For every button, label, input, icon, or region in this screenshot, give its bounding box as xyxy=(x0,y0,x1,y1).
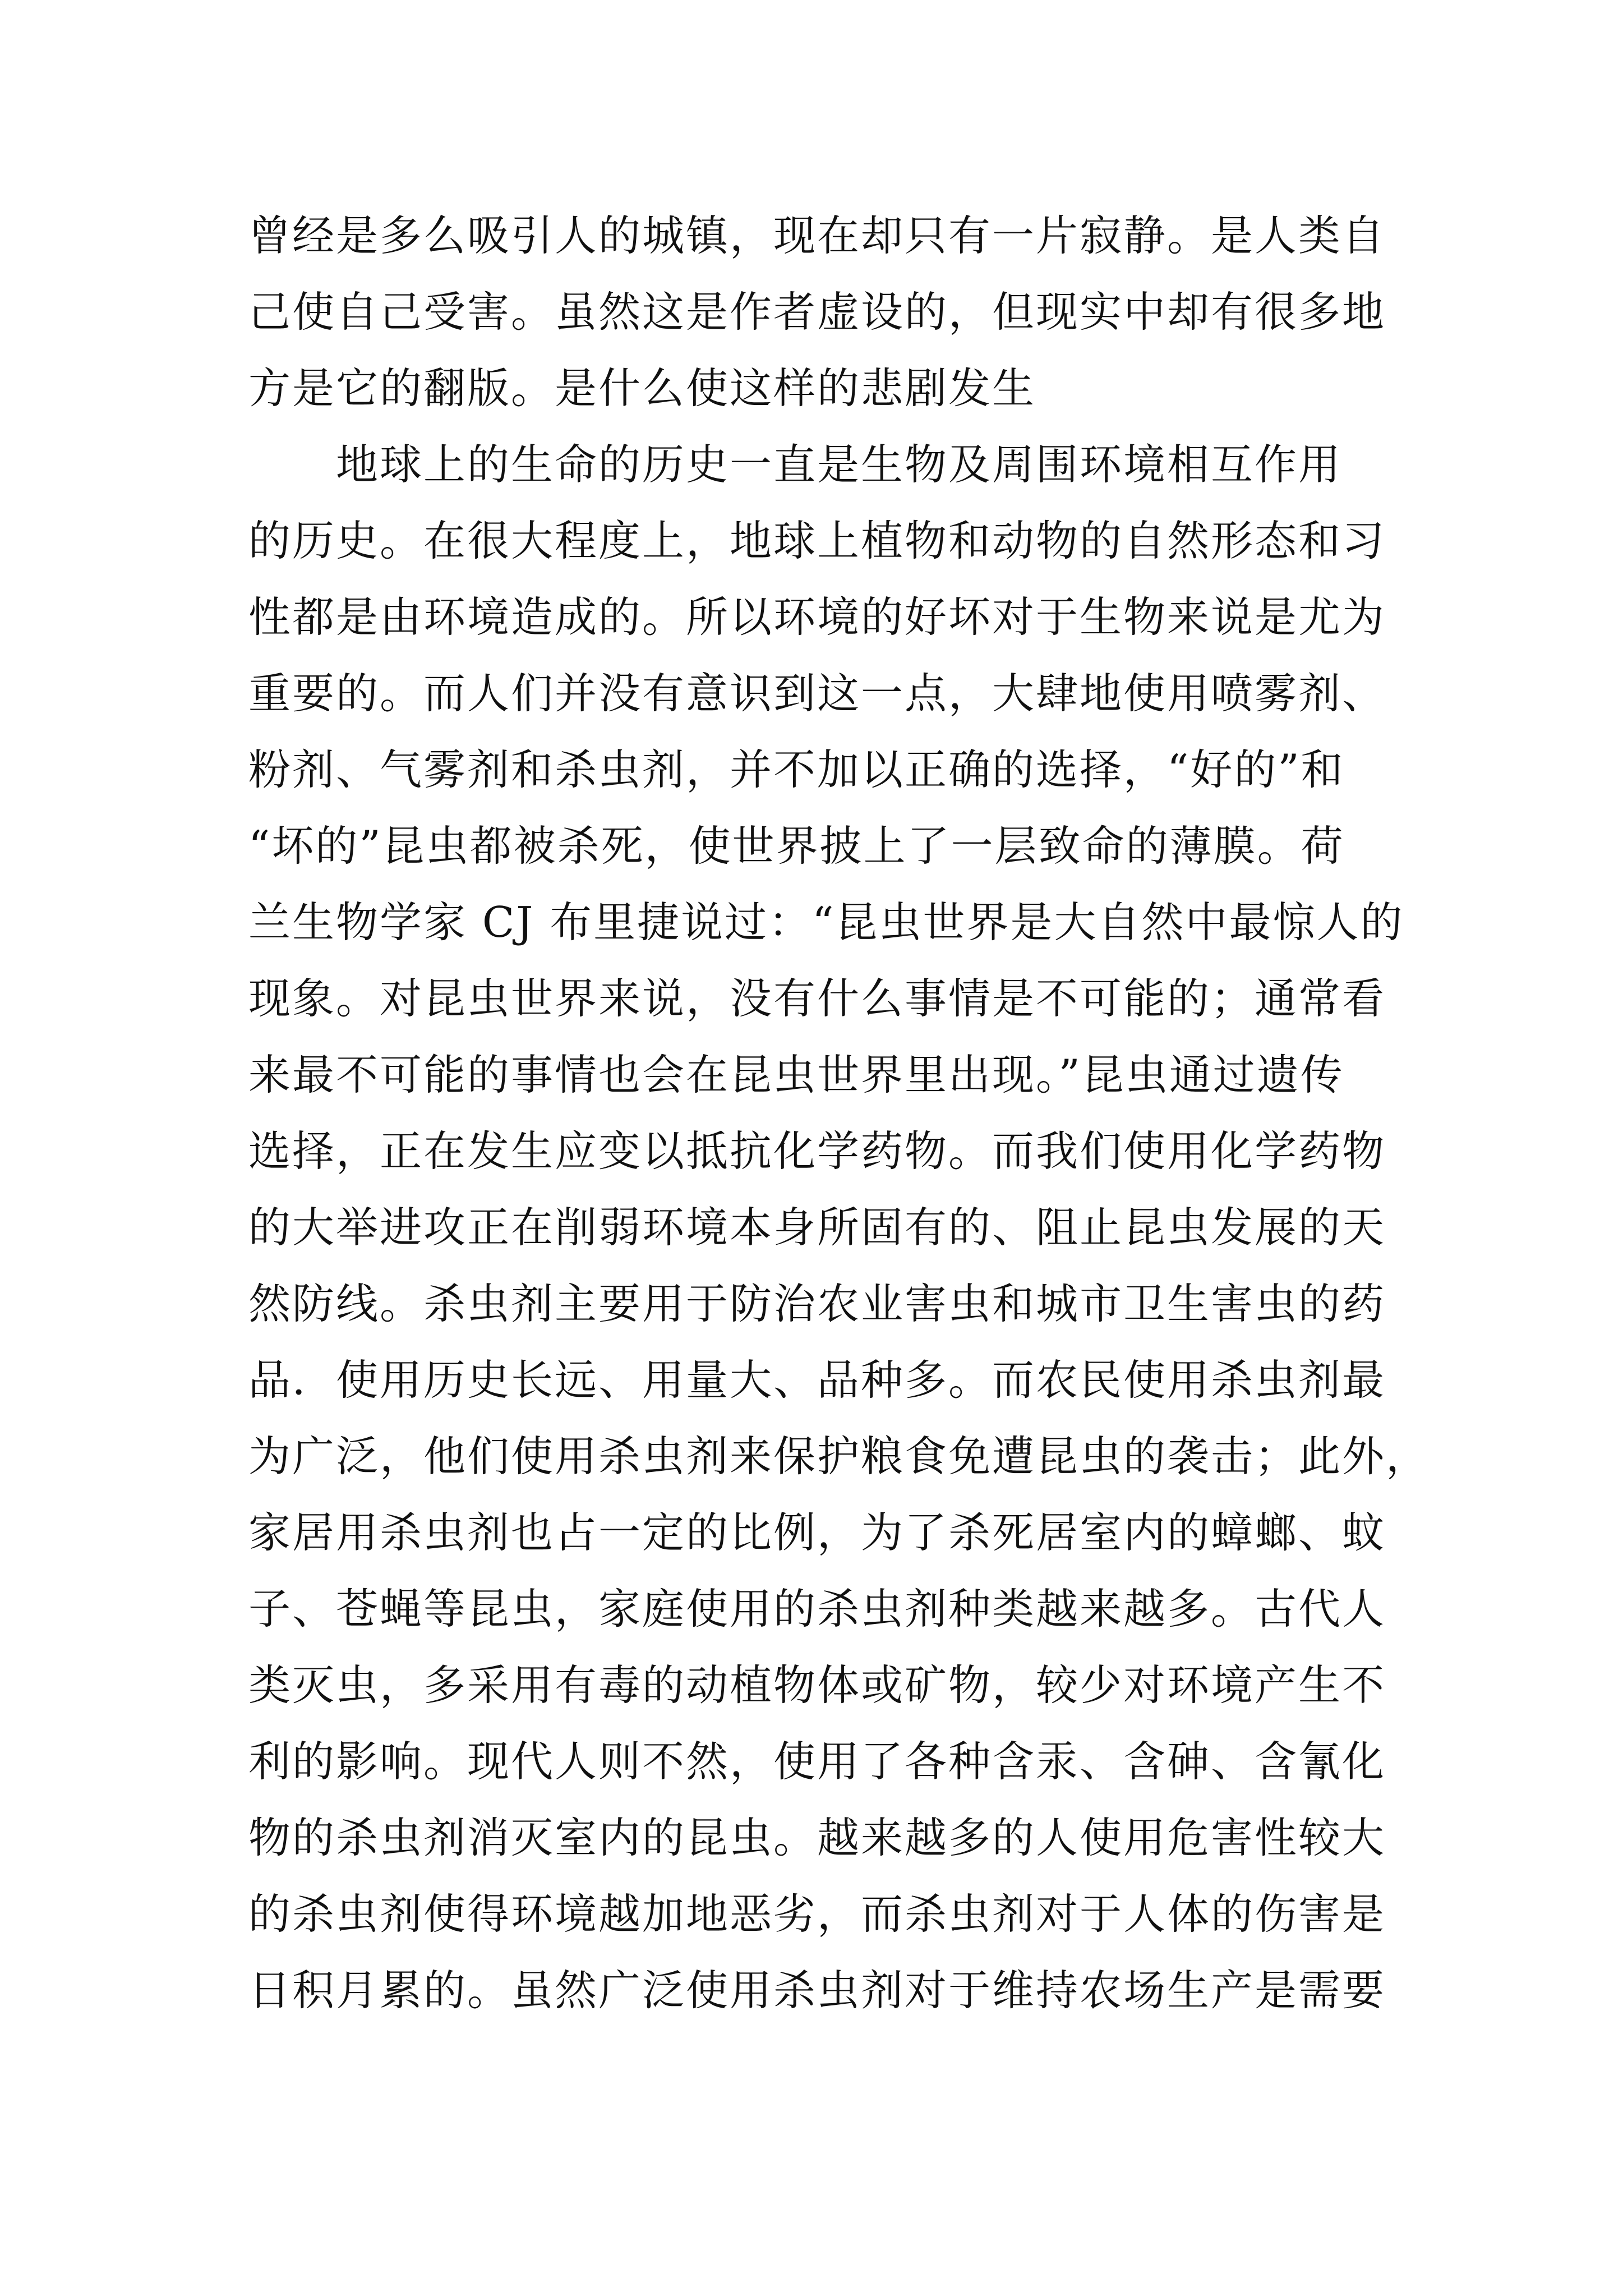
text-line: 的大举进攻正在削弱环境本身所固有的、阻止昆虫发展的天 xyxy=(248,1203,1386,1252)
text-line: 类灭虫，多采用有毒的动植物体或矿物，较少对环境产生不 xyxy=(248,1660,1386,1710)
text-line: 子、苍蝇等昆虫，家庭使用的杀虫剂种类越来越多。古代人 xyxy=(248,1584,1386,1634)
text-line: 家居用杀虫剂也占一定的比例，为了杀死居室内的蟑螂、蚊 xyxy=(248,1508,1386,1557)
text-line: 曾经是多么吸引人的城镇，现在却只有一片寂静。是人类自 xyxy=(248,211,1386,260)
text-line: 己使自己受害。虽然这是作者虚设的，但现实中却有很多地 xyxy=(248,287,1386,337)
text-line: 为广泛，他们使用杀虫剂来保护粮食免遭昆虫的袭击；此外， xyxy=(248,1432,1430,1481)
text-line: 的杀虫剂使得环境越加地恶劣，而杀虫剂对于人体的伤害是 xyxy=(248,1889,1386,1939)
text-line: 兰生物学家 CJ 布里捷说过：“昆虫世界是大自然中最惊人的 xyxy=(248,898,1404,947)
text-line: 日积月累的。虽然广泛使用杀虫剂对于维持农场生产是需要 xyxy=(248,1966,1386,2015)
text-line: 粉剂、气雾剂和杀虫剂，并不加以正确的选择，“好的”和 xyxy=(248,745,1345,794)
text-line: 来最不可能的事情也会在昆虫世界里出现。”昆虫通过遗传 xyxy=(248,1050,1344,1099)
text-line: 品．使用历史长远、用量大、品种多。而农民使用杀虫剂最 xyxy=(248,1355,1386,1405)
text-line: 的历史。在很大程度上，地球上植物和动物的自然形态和习 xyxy=(248,516,1386,565)
text-line: 选择，正在发生应变以抵抗化学药物。而我们使用化学药物 xyxy=(248,1126,1386,1176)
body-text xyxy=(248,197,1430,2028)
text-line: 然防线。杀虫剂主要用于防治农业害虫和城市卫生害虫的药 xyxy=(248,1279,1386,1328)
text-line: 性都是由环境造成的。所以环境的好坏对于生物来说是尤为 xyxy=(248,592,1386,642)
text-line: 地球上的生命的历史一直是生物及周围环境相互作用 xyxy=(248,440,1343,489)
text-line: 方是它的翻版。是什么使这样的悲剧发生 xyxy=(248,364,1036,413)
text-line: 物的杀虫剂消灭室内的昆虫。越来越多的人使用危害性较大 xyxy=(248,1813,1386,1862)
text-line: 现象。对昆虫世界来说，没有什么事情是不可能的；通常看 xyxy=(248,974,1386,1023)
text-line: 重要的。而人们并没有意识到这一点，大肆地使用喷雾剂、 xyxy=(248,669,1386,718)
text-line: 利的影响。现代人则不然，使用了各种含汞、含砷、含氰化 xyxy=(248,1737,1386,1786)
text-line: “坏的”昆虫都被杀死，使世界披上了一层致命的薄膜。荷 xyxy=(248,821,1345,871)
